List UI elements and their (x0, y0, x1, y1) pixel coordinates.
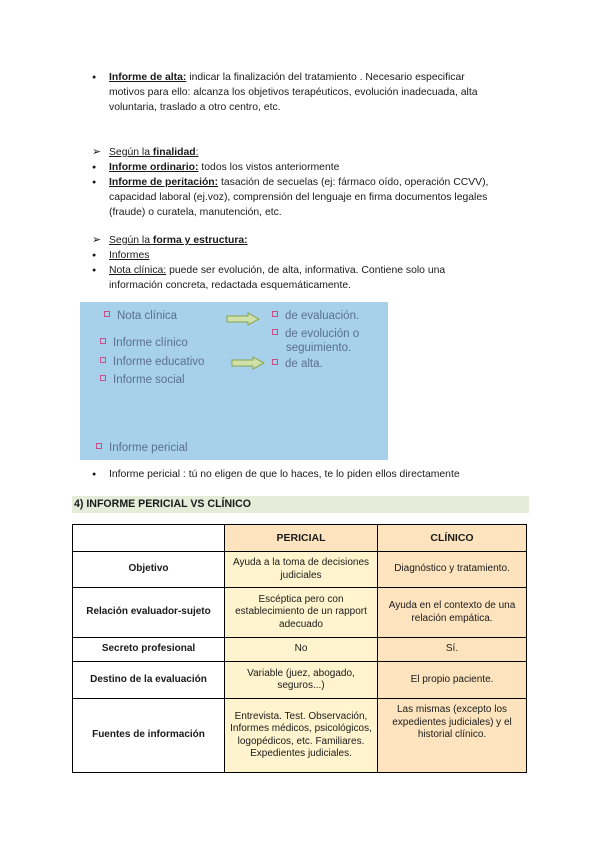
pericial-note-block (92, 467, 532, 482)
bullet-icon (92, 175, 106, 191)
alta-text-3: voluntaria, traslado a otro centro, etc. (109, 102, 281, 113)
pericial-cell: No (225, 638, 378, 662)
peritacion-text-1: tasación de secuelas (ej: fármaco oído, operación CCVV), (218, 177, 489, 188)
slide-item-informe-pericial: Informe pericial (96, 442, 188, 454)
ordinario-item (92, 160, 532, 175)
alta-term: Informe de alta: (109, 72, 187, 83)
forma-prefix: Según la (109, 235, 153, 246)
forma-block (92, 233, 532, 293)
bullet-icon (92, 263, 106, 279)
row-label: Destino de la evaluación (73, 662, 225, 699)
finalidad-block (92, 145, 532, 220)
arrow-bullet-icon (92, 145, 106, 160)
ordinario-text: todos los vistos anteriormente (198, 162, 340, 173)
bullet-icon (92, 467, 106, 483)
clinico-cell: Las mismas (excepto los expedientes judiciales) y el historial clínico. (378, 699, 527, 773)
alta-block (92, 70, 532, 115)
nota-item (92, 263, 532, 293)
row-label: Objetivo (73, 552, 225, 588)
slide-right-alta: de alta. (272, 358, 323, 370)
arrow-bullet-icon (92, 233, 106, 248)
row-label: Fuentes de información (73, 699, 225, 773)
square-bullet-icon (100, 375, 106, 381)
row-label: Secreto profesional (73, 638, 225, 662)
header-empty (73, 525, 225, 552)
arrow-right-icon (231, 356, 265, 370)
table-row (73, 638, 527, 662)
square-bullet-icon (272, 359, 278, 365)
slide-image (80, 302, 388, 460)
slide-item-informe-educativo: Informe educativo (100, 356, 204, 368)
clinico-cell: Diagnóstico y tratamiento. (378, 552, 527, 588)
comparison-table (72, 524, 527, 773)
bullet-icon (92, 248, 106, 264)
pericial-cell: Entrevista. Test. Observación, Informes médicos, psicológicos, logopédicos, etc. Familiares. Expedientes judiciales. (225, 699, 378, 773)
finalidad-heading (92, 145, 532, 160)
table-row (73, 588, 527, 638)
informes-item (92, 248, 532, 263)
finalidad-prefix: Según la (109, 147, 153, 158)
nota-term: Nota clínica: (109, 265, 167, 276)
square-bullet-icon (100, 357, 106, 363)
forma-heading (92, 233, 532, 248)
header-pericial: PERICIAL (225, 525, 378, 552)
slide-right-evaluacion: de evaluación. (272, 310, 359, 322)
table-row (73, 552, 527, 588)
row-label: Relación evaluador-sujeto (73, 588, 225, 638)
table-row (73, 662, 527, 699)
peritacion-item (92, 175, 532, 220)
square-bullet-icon (272, 311, 278, 317)
finalidad-suffix: : (195, 147, 199, 158)
bullet-icon (92, 160, 106, 176)
bullet-icon (92, 70, 106, 86)
forma-keyword: forma y estructura: (152, 235, 248, 246)
slide-item-informe-clinico: Informe clínico (100, 337, 188, 349)
section-title: 4) INFORME PERICIAL VS CLÍNICO (72, 496, 529, 513)
ordinario-term: Informe ordinario: (109, 162, 199, 173)
header-clinico: CLÍNICO (378, 525, 527, 552)
pericial-cell: Variable (juez, abogado, seguros...) (225, 662, 378, 699)
alta-text-1: indicar la finalización del tratamiento . Necesario especificar (186, 72, 465, 83)
nota-text-1: puede ser evolución, de alta, informativa. Contiene solo una (166, 265, 446, 276)
square-bullet-icon (96, 443, 102, 449)
informes-text: Informes (109, 250, 150, 261)
clinico-cell: Ayuda en el contexto de una relación empática. (378, 588, 527, 638)
square-bullet-icon (100, 338, 106, 344)
pericial-note-item (92, 467, 532, 482)
peritacion-text-3: (fraude) o curatela, manutención, etc. (109, 207, 282, 218)
slide-item-informe-social: Informe social (100, 374, 185, 386)
nota-text-2: información concreta, redactada esquemáticamente. (109, 280, 352, 291)
peritacion-term: Informe de peritación: (109, 177, 219, 188)
square-bullet-icon (272, 329, 278, 335)
square-bullet-icon (104, 311, 110, 317)
pericial-note-text: Informe pericial : tú no eligen de que lo haces, te lo piden ellos directamente (109, 469, 460, 480)
alta-text-2: motivos para ello: alcanza los objetivos terapéuticos, evolución inadecuada, alta (109, 87, 478, 98)
slide-right-seguimiento: seguimiento. (286, 342, 352, 354)
finalidad-keyword: finalidad (152, 147, 196, 158)
pericial-cell: Ayuda a la toma de decisiones judiciales (225, 552, 378, 588)
pericial-cell: Escéptica pero con establecimiento de un rapport adecuado (225, 588, 378, 638)
table-header-row (73, 525, 527, 552)
slide-item-nota-clinica: Nota clínica (104, 310, 177, 322)
alta-item (92, 70, 532, 115)
table-row (73, 699, 527, 773)
slide-right-evolucion: de evolución o (272, 328, 359, 340)
clinico-cell: El propio paciente. (378, 662, 527, 699)
arrow-right-icon (226, 312, 260, 326)
clinico-cell: Sí. (378, 638, 527, 662)
peritacion-text-2: capacidad laboral (ej.voz), comprensión del lenguaje en firma documentos legales (109, 192, 488, 203)
